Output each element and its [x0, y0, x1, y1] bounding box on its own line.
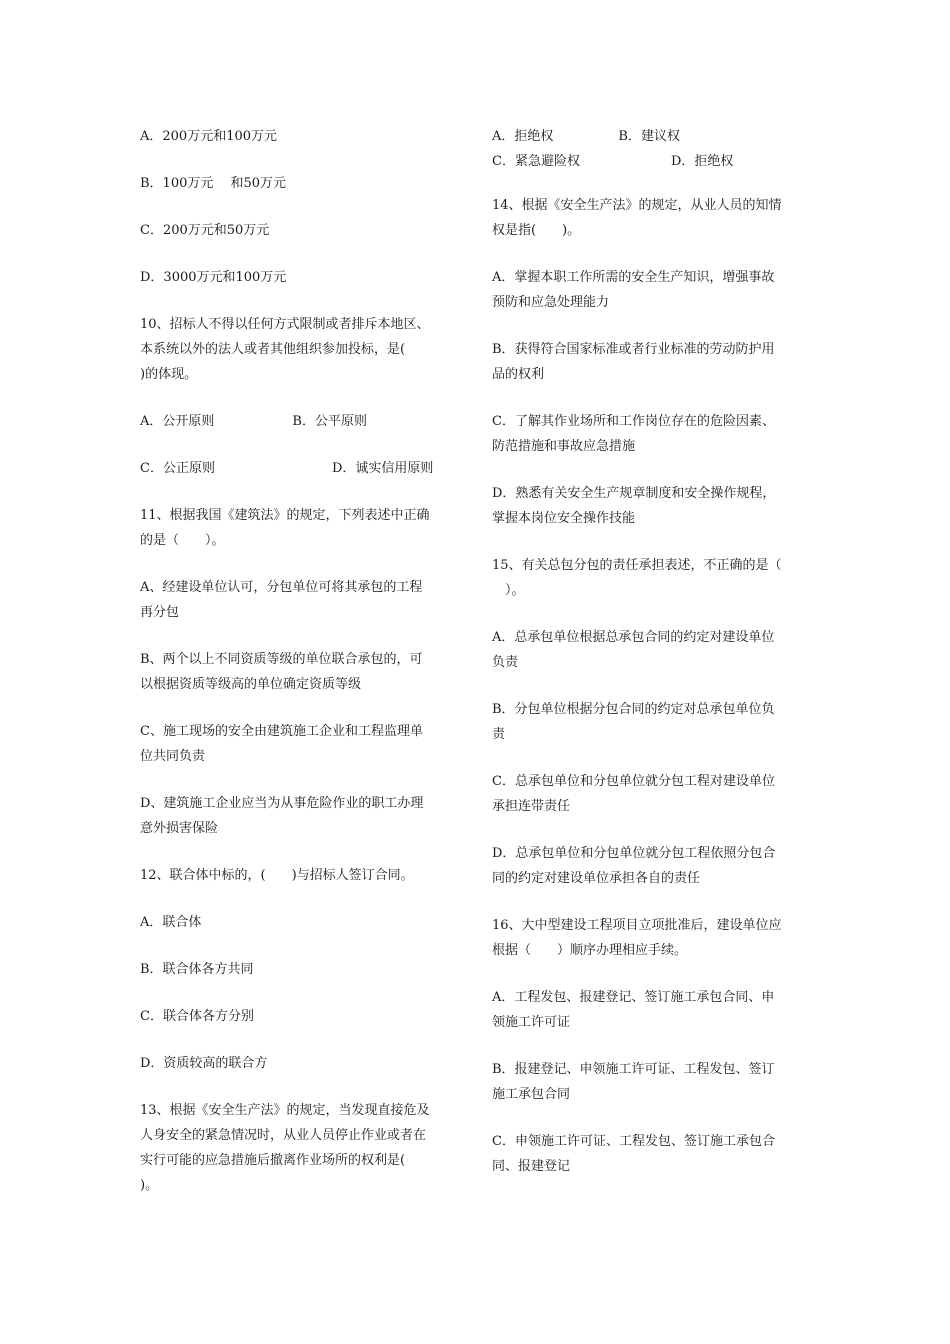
q14-option-c: C．了解其作业场所和工作岗位存在的危险因素、 防范措施和事故应急措施: [492, 414, 775, 454]
q10-stem: 10、招标人不得以任何方式限制或者排斥本地区、 本系统以外的法人或者其他组织参加投标，是( )的体现。: [140, 317, 430, 382]
q14-option-d: D．熟悉有关安全生产规章制度和安全操作规程， 掌握本岗位安全操作技能: [492, 486, 776, 526]
q15-stem: 15、有关总包分包的责任承担表述，不正确的是（ ）。: [492, 558, 782, 598]
q15-option-c: C．总承包单位和分包单位就分包工程对建设单位 承担连带责任: [492, 774, 775, 814]
q9-option-b: B．100万元 和50万元: [140, 176, 287, 191]
q11-option-c: C、施工现场的安全由建筑施工企业和工程监理单 位共同负责: [140, 724, 423, 764]
q15-option-a: A．总承包单位根据总承包合同的约定对建设单位 负责: [492, 630, 775, 670]
q11-option-b: B、两个以上不同资质等级的单位联合承包的，可 以根据资质等级高的单位确定资质等级: [140, 652, 423, 692]
q12-stem: 12、联合体中标的，( )与招标人签订合同。: [140, 868, 414, 883]
left-column: [140, 124, 462, 1198]
q11-stem: 11、根据我国《建筑法》的规定，下列表述中正确 的是（ ）。: [140, 508, 430, 548]
q11-option-d: D、建筑施工企业应当为从事危险作业的职工办理 意外损害保险: [140, 796, 424, 836]
right-column: [492, 124, 812, 1179]
q16-stem: 16、大中型建设工程项目立项批准后，建设单位应 根据（ ）顺序办理相应手续。: [492, 918, 782, 958]
q12-option-d: D．资质较高的联合方: [140, 1056, 268, 1071]
q16-option-a: A．工程发包、报建登记、签订施工承包合同、申 领施工许可证: [492, 990, 775, 1030]
q14-stem: 14、根据《安全生产法》的规定，从业人员的知情 权是指( )。: [492, 198, 782, 238]
q14-option-a: A．掌握本职工作所需的安全生产知识，增强事故 预防和应急处理能力: [492, 270, 775, 310]
q12-option-c: C．联合体各方分别: [140, 1009, 254, 1024]
q13-stem: 13、根据《安全生产法》的规定，当发现直接危及 人身安全的紧急情况时，从业人员停止作业或者在 实行可能的应急措施后撤离作业场所的权利是( )。: [140, 1103, 430, 1193]
q16-option-b: B．报建登记、申领施工许可证、工程发包、签订 施工承包合同: [492, 1062, 775, 1102]
q9-option-d: D．3000万元和100万元: [140, 270, 287, 285]
q12-option-a: A．联合体: [140, 915, 202, 930]
q15-option-b: B．分包单位根据分包合同的约定对总承包单位负 责: [492, 702, 775, 742]
q9-option-a: A．200万元和100万元: [140, 129, 278, 144]
q14-option-b: B．获得符合国家标准或者行业标准的劳动防护用 品的权利: [492, 342, 775, 382]
q10-options-ab: A．公开原则 B．公平原则: [140, 414, 367, 429]
q12-option-b: B．联合体各方共同: [140, 962, 254, 977]
q13-options-ab: A．拒绝权 B．建议权: [492, 129, 680, 144]
q11-option-a: A、经建设单位认可，分包单位可将其承包的工程 再分包: [140, 580, 423, 620]
q9-option-c: C．200万元和50万元: [140, 223, 270, 238]
q10-options-cd: C．公正原则 D．诚实信用原则: [140, 461, 434, 476]
q16-option-c: C．申领施工许可证、工程发包、签订施工承包合 同、报建登记: [492, 1134, 775, 1174]
q13-options-cd: C．紧急避险权 D．拒绝权: [492, 154, 734, 169]
q15-option-d: D．总承包单位和分包单位就分包工程依照分包合 同的约定对建设单位承担各自的责任: [492, 846, 776, 886]
